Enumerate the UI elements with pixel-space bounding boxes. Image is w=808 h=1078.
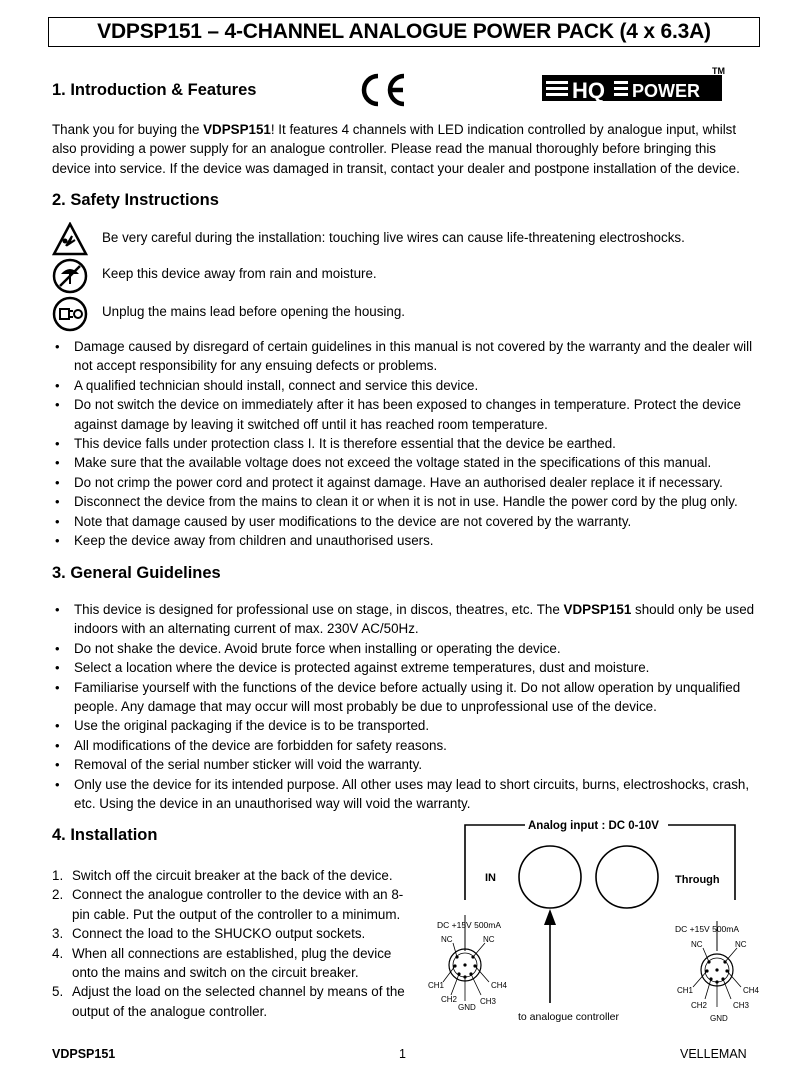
analog-input-label: Analog input : DC 0-10V [528, 820, 659, 832]
svg-text:DC +15V 500mA: DC +15V 500mA [675, 924, 740, 934]
list-item: 2. Connect the analogue controller to the device with an 8-pin cable. Put the output of the controller to a minimum. [52, 887, 404, 922]
svg-text:NC: NC [441, 935, 453, 944]
svg-text:HQ: HQ [572, 78, 605, 103]
list-item: • Select a location where the device is protected against extreme temperatures, dust and moisture. [52, 658, 757, 677]
section-heading-guidelines: 3. General Guidelines [52, 564, 221, 582]
svg-text:DC +15V 500mA: DC +15V 500mA [437, 920, 502, 930]
through-socket-circle [596, 846, 658, 908]
list-item: • Do not crimp the power cord and protect it against damage. Have an authorised dealer replace it if necessary. [52, 473, 757, 492]
svg-text:GND: GND [710, 1014, 728, 1023]
footer-model: VDPSP151 [52, 1047, 116, 1061]
list-item: • This device is designed for professional use on stage, in discos, theatres, etc. The VDPSP151 should only be used indoors with an alternating current of max. 230V AC/50Hz. [52, 600, 757, 639]
svg-text:NC: NC [691, 940, 703, 949]
through-label: Through [675, 874, 720, 886]
ce-mark-logo [354, 70, 410, 110]
in-label: IN [485, 872, 496, 884]
page-title: VDPSP151 – 4-CHANNEL ANALOGUE POWER PACK (4 x 6.3A) [48, 17, 760, 47]
svg-text:CH1: CH1 [428, 981, 445, 990]
list-item: • Note that damage caused by user modifications to the device are not covered by the warranty. [52, 512, 757, 531]
safety-item-electroshock: Be very careful during the installation: touching live wires can cause life-threatening electroshocks. [52, 222, 752, 256]
hq-power-logo [540, 65, 730, 105]
list-item: • Only use the device for its intended purpose. All other uses may lead to short circuits, burns, electroshocks, crash, etc. Using the device in an unauthorised way will void the warranty. [52, 775, 757, 814]
pin-connector-in [428, 915, 508, 1012]
section-heading-safety: 2. Safety Instructions [52, 191, 219, 209]
safety-item-unplug: Unplug the mains lead before opening the housing. [52, 296, 752, 330]
list-item: • Damage caused by disregard of certain guidelines in this manual is not covered by the warranty and the dealer will not accept responsibility for any ensuing defects or problems. [52, 337, 757, 376]
list-item: • Familiarise yourself with the functions of the device before actually using it. Do not allow operation by unqualified people. Any damage that may occur will most probably be due to unprofessional use of the device. [52, 678, 757, 717]
svg-text:CH3: CH3 [733, 1001, 750, 1010]
input-socket-circle [519, 846, 581, 908]
footer-page-number: 1 [399, 1047, 406, 1061]
list-item: • Do not shake the device. Avoid brute force when installing or operating the device. [52, 639, 757, 658]
list-item: • Removal of the serial number sticker will void the warranty. [52, 755, 757, 774]
svg-text:TM: TM [712, 66, 725, 76]
svg-text:CH4: CH4 [743, 986, 760, 995]
unplug-mains-icon [52, 296, 88, 332]
footer-brand: VELLEMAN [680, 1047, 747, 1061]
pin-connector-through [675, 921, 760, 1023]
installation-steps [52, 866, 412, 1021]
svg-text:CH1: CH1 [677, 986, 694, 995]
svg-text:NC: NC [735, 940, 747, 949]
connection-diagram [425, 815, 770, 1030]
list-item: • All modifications of the device are forbidden for safety reasons. [52, 736, 757, 755]
svg-text:CH2: CH2 [691, 1001, 708, 1010]
list-item: 5. Adjust the load on the selected channel by means of the output of the analogue controller. [52, 984, 405, 1019]
svg-text:NC: NC [483, 935, 495, 944]
list-item: 3. Connect the load to the SHUCKO output sockets. [52, 926, 366, 942]
electroshock-warning-icon [52, 222, 88, 258]
list-item: • Make sure that the available voltage does not exceed the voltage stated in the specifications of this manual. [52, 453, 757, 472]
list-item: • A qualified technician should install, connect and service this device. [52, 376, 757, 395]
section-heading-installation: 4. Installation [52, 826, 158, 844]
list-item: 1. Switch off the circuit breaker at the back of the device. [52, 868, 393, 883]
list-item: • Disconnect the device from the mains to clean it or when it is not in use. Handle the power cord by the plug only. [52, 492, 757, 511]
list-item: • Keep the device away from children and unauthorised users. [52, 531, 757, 550]
safety-item-rain: Keep this device away from rain and moisture. [52, 258, 752, 292]
safety-bullet-list [52, 337, 757, 550]
svg-text:POWER: POWER [632, 81, 701, 101]
intro-paragraph: Thank you for buying the VDPSP151! It features 4 channels with LED indication controlled by analogue input, whilst also providing a power supply for an analogue controller. Please read the manual thoroughly before bringing this device into service. If the device was damaged in transit, contact your dealer and postpone installation of the device. [52, 122, 740, 176]
list-item: • Use the original packaging if the device is to be transported. [52, 716, 757, 735]
svg-text:GND: GND [458, 1003, 476, 1012]
svg-text:CH3: CH3 [480, 997, 497, 1006]
to-controller-label: to analogue controller [518, 1011, 619, 1023]
section-heading-introduction: 1. Introduction & Features [52, 81, 257, 99]
svg-text:CH2: CH2 [441, 995, 458, 1004]
no-rain-icon [52, 258, 88, 294]
svg-text:CH4: CH4 [491, 981, 508, 990]
list-item: • This device falls under protection class I. It is therefore essential that the device be earthed. [52, 434, 757, 453]
guidelines-bullet-list [52, 600, 757, 813]
list-item: 4. When all connections are established, plug the device onto the mains and switch on the circuit breaker. [52, 945, 392, 981]
list-item: • Do not switch the device on immediately after it has been exposed to changes in temperature. Protect the device against damage by leaving it switched off until it has reached room temperature. [52, 395, 757, 434]
